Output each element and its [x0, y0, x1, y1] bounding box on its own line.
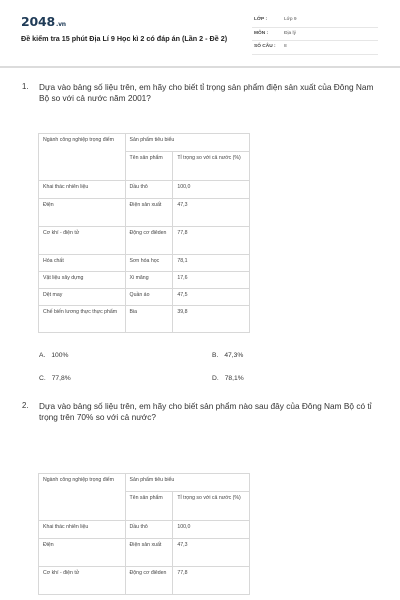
- table-row: [39, 272, 250, 289]
- meta-label: MÔN :: [254, 30, 269, 36]
- table-cell: Vật liệu xây dựng: [39, 272, 126, 289]
- table-row: [39, 306, 250, 333]
- table-row: [39, 199, 250, 227]
- logo-suffix: .vn: [56, 21, 66, 28]
- table-row: [39, 539, 250, 567]
- table-cell: Động cơ điêden: [125, 227, 173, 255]
- table-cell: Cơ khí - điện tử: [39, 567, 126, 595]
- table-row: [39, 521, 250, 539]
- table-cell: Dệt may: [39, 289, 126, 306]
- table-cell: 47,3: [173, 539, 250, 567]
- table-cell: Chế biến lương thực thực phẩm: [39, 306, 126, 333]
- table-row: [39, 567, 250, 595]
- answer-option-b[interactable]: [212, 352, 243, 359]
- table-cell: Xi măng: [125, 272, 173, 289]
- table-header-industry: Ngành công nghiệp trọng điểm: [39, 134, 126, 181]
- table-header-product-name: Tên sản phẩm: [125, 152, 173, 181]
- question-text: Dựa vào bảng số liệu trên, em hãy cho biết sản phẩm nào sau đây của Đông Nam Bộ có tỉ trọng trên 70% so với cả nước?: [39, 401, 372, 422]
- answer-text: 77,8%: [51, 375, 71, 382]
- table-cell: Động cơ điêden: [125, 567, 173, 595]
- question-1-table: [38, 133, 250, 333]
- document-title: Đề kiểm tra 15 phút Địa Lí 9 Học kì 2 có đáp án (Lần 2 - Đề 2): [21, 34, 228, 43]
- table-cell: 100,0: [173, 181, 250, 199]
- answer-option-d[interactable]: [212, 375, 244, 382]
- header-divider: [0, 66, 400, 68]
- table-row: [39, 181, 250, 199]
- table-cell: Bia: [125, 306, 173, 333]
- answer-letter: D.: [212, 375, 219, 382]
- table-header-share: Tỉ trọng so với cả nước (%): [173, 152, 250, 181]
- table-header-products: Sản phẩm tiêu biểu: [125, 134, 249, 152]
- table-header-products: Sản phẩm tiêu biểu: [125, 474, 249, 492]
- table-cell: Khai thác nhiên liệu: [39, 181, 126, 199]
- table-cell: Điện: [39, 199, 126, 227]
- page-header: [0, 0, 400, 62]
- meta-value[interactable]: Địa lý: [284, 30, 296, 36]
- table-cell: Điện sản xuất: [125, 539, 173, 567]
- answer-letter: B.: [212, 352, 219, 359]
- meta-row-subject: [252, 28, 378, 42]
- table-cell: 77,8: [173, 227, 250, 255]
- question-number: 1.: [22, 82, 29, 91]
- table-cell: Dầu thô: [125, 181, 173, 199]
- table-cell: 77,8: [173, 567, 250, 595]
- table-row: [39, 289, 250, 306]
- table-cell: 47,5: [173, 289, 250, 306]
- question-number: 2.: [22, 401, 29, 410]
- table-cell: Quần áo: [125, 289, 173, 306]
- answer-letter: C.: [39, 375, 46, 382]
- answer-text: 47,3%: [224, 352, 244, 359]
- table-cell: Dầu thô: [125, 521, 173, 539]
- table-cell: 100,0: [173, 521, 250, 539]
- logo-text: 2048: [21, 14, 55, 29]
- table-cell: 39,8: [173, 306, 250, 333]
- meta-row-question-count: [252, 41, 378, 55]
- table-header-product-name: Tên sản phẩm: [125, 492, 173, 521]
- meta-value[interactable]: Lớp 9: [284, 17, 297, 22]
- meta-info: [252, 14, 378, 55]
- meta-row-class: [252, 14, 378, 28]
- meta-value: 8: [284, 44, 287, 49]
- table-row: [39, 227, 250, 255]
- table-cell: 78,1: [173, 255, 250, 272]
- meta-label: SỐ CÂU :: [254, 44, 276, 49]
- table-header-share: Tỉ trọng so với cả nước (%): [173, 492, 250, 521]
- table-cell: Điện: [39, 539, 126, 567]
- question-text: Dựa vào bảng số liệu trên, em hãy cho biết tỉ trọng sản phẩm điện sản xuất của Đông Nam Bộ so với cả nước năm 2001?: [39, 82, 374, 103]
- answer-text: 78,1%: [224, 375, 244, 382]
- table-cell: Điện sản xuất: [125, 199, 173, 227]
- table-cell: Sơn hóa học: [125, 255, 173, 272]
- table-cell: 17,6: [173, 272, 250, 289]
- answer-text: 100%: [51, 352, 69, 359]
- table-row: [39, 255, 250, 272]
- answer-option-a[interactable]: [39, 352, 68, 359]
- meta-label: LỚP :: [254, 17, 268, 22]
- table-header-industry: Ngành công nghiệp trọng điểm: [39, 474, 126, 521]
- answer-letter: A.: [39, 352, 46, 359]
- table-cell: Hóa chất: [39, 255, 126, 272]
- site-logo[interactable]: [21, 14, 66, 29]
- question-2-table: [38, 473, 250, 595]
- table-cell: Khai thác nhiên liệu: [39, 521, 126, 539]
- table-cell: Cơ khí - điện tử: [39, 227, 126, 255]
- answer-option-c[interactable]: [39, 375, 71, 382]
- table-cell: 47,3: [173, 199, 250, 227]
